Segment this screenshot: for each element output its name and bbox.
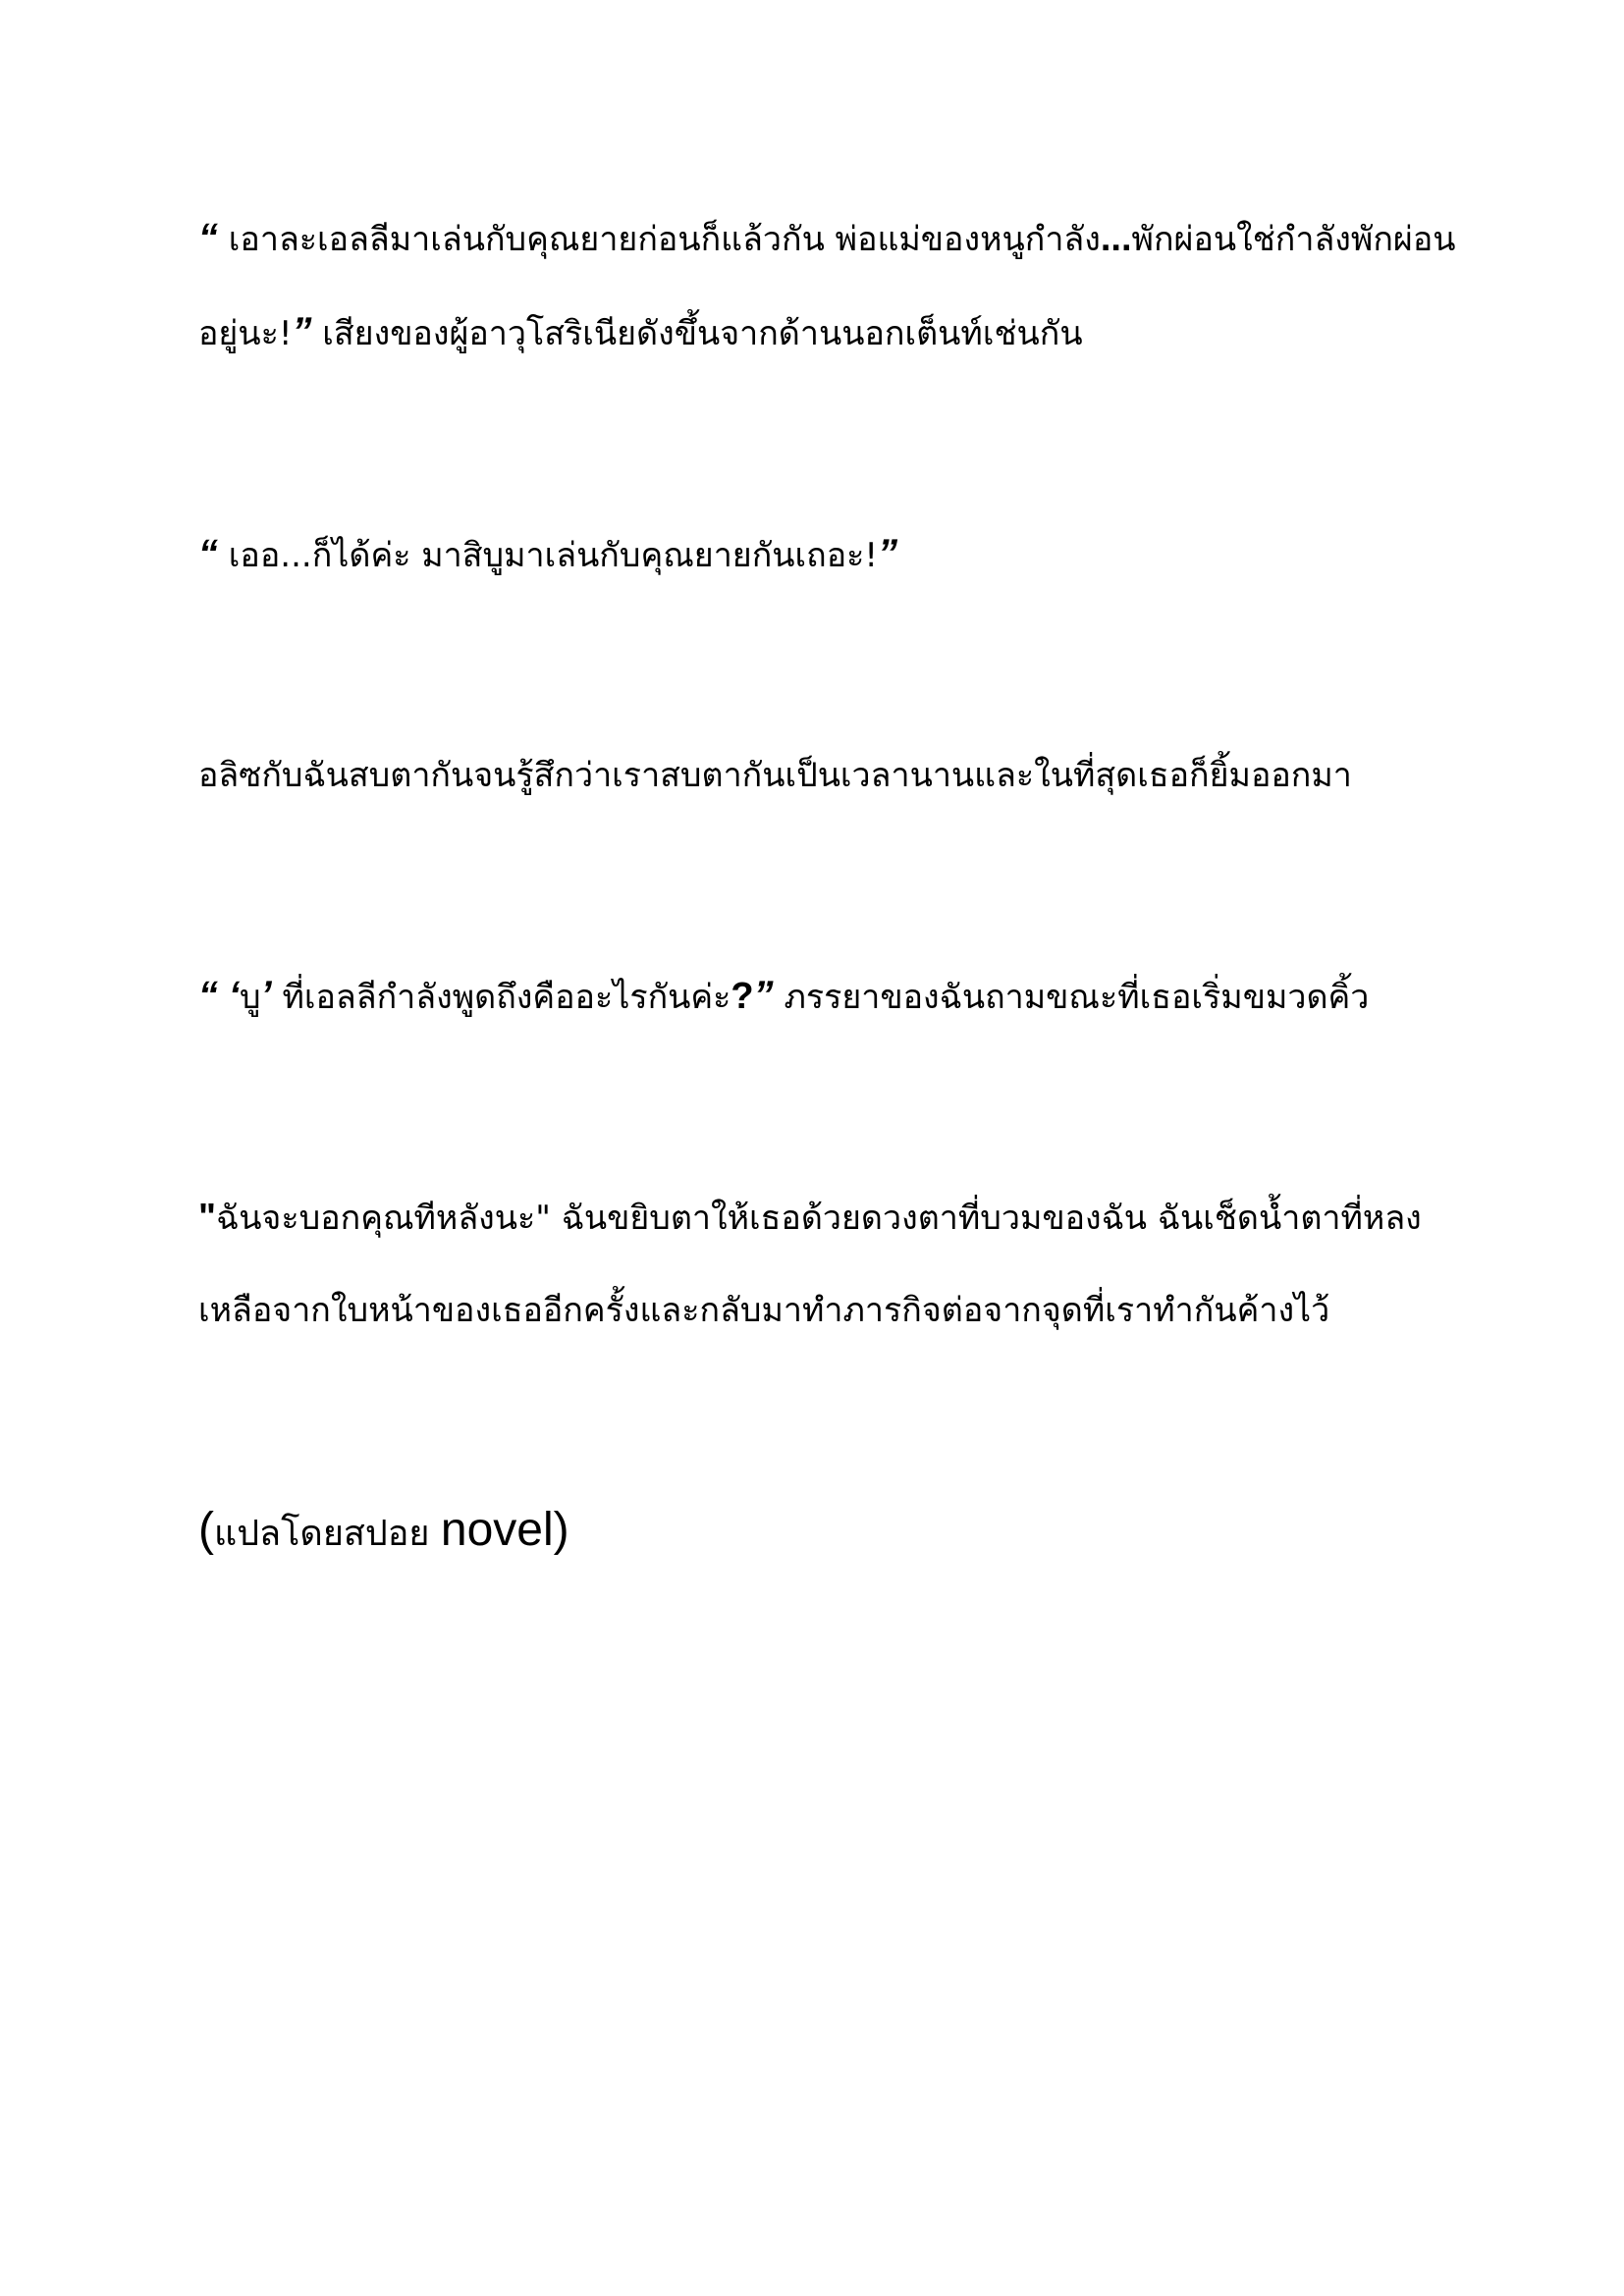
paragraph-spacer — [198, 1357, 1465, 1484]
close-quote: ” — [292, 310, 312, 353]
ellipsis: ... — [1100, 218, 1132, 259]
paragraph-spacer — [198, 602, 1465, 729]
credit-thai: แปลโดยสปอย — [213, 1514, 441, 1554]
paragraph-4 — [198, 949, 1465, 1043]
paragraph-text: ภรรยาของฉันถามขณะที่เธอเริ่มขมวดคิ้ว — [773, 978, 1370, 1017]
paragraph-spacer — [198, 380, 1465, 507]
open-quote: “ — [198, 216, 218, 259]
credit-close-paren: ) — [553, 1504, 569, 1556]
paragraph-spacer — [198, 1043, 1465, 1171]
close-quote: ” — [878, 532, 898, 575]
paragraph-text: บู — [239, 978, 261, 1017]
open-quote: " — [198, 1197, 217, 1238]
inner-open-quote: ‘ — [228, 974, 240, 1017]
inner-close-quote: ’ — [260, 974, 272, 1017]
open-quote: “ — [198, 974, 218, 1017]
paragraph-5 — [198, 1171, 1465, 1357]
close-quote: ” — [753, 974, 774, 1017]
translation-credit — [198, 1484, 1465, 1580]
paragraph-2 — [198, 507, 1465, 602]
story-text — [198, 191, 1465, 1580]
paragraph-spacer — [198, 822, 1465, 949]
paragraph-text: เออ...ก็ได้ค่ะ มาสิบูมาเล่นกับคุณยายกันเถอะ! — [218, 536, 879, 575]
open-quote: “ — [198, 532, 218, 575]
credit-latin: novel — [440, 1504, 554, 1556]
question-mark: ? — [731, 976, 754, 1017]
paragraph-text: ที่เอลลีกำลังพูดถึงคืออะไรกันค่ะ — [271, 978, 731, 1017]
credit-open-paren: ( — [198, 1504, 214, 1556]
paragraph-text: เอาละเอลลีมาเล่นกับคุณยายก่อนก็แล้วกัน พ่อแม่ของหนูกำลัง — [218, 220, 1101, 259]
paragraph-text: ฉันจะบอกคุณทีหลังนะ" ฉันขยิบตาให้เธอด้วยดวงตาที่บวมของฉัน ฉันเช็ดน้ำตาที่หลงเหลือจากใบหน้าของเธออีกครั้งและกลับมาทำภารกิจต่อจากจุดที่เราทำกันค้างไว้ — [198, 1199, 1422, 1330]
paragraph-1 — [198, 191, 1465, 380]
paragraph-text: พักผ่อนใช่กำลังพักผ่อนอยู่นะ! — [198, 220, 1456, 353]
paragraph-text: เสียงของผู้อาวุโสริเนียดังขึ้นจากด้านนอกเต็นท์เช่นกัน — [311, 314, 1083, 353]
paragraph-3 — [198, 729, 1465, 822]
paragraph-text: อลิซกับฉันสบตากันจนรู้สึกว่าเราสบตากันเป็นเวลานานและในที่สุดเธอก็ยิ้มออกมา — [198, 756, 1352, 795]
